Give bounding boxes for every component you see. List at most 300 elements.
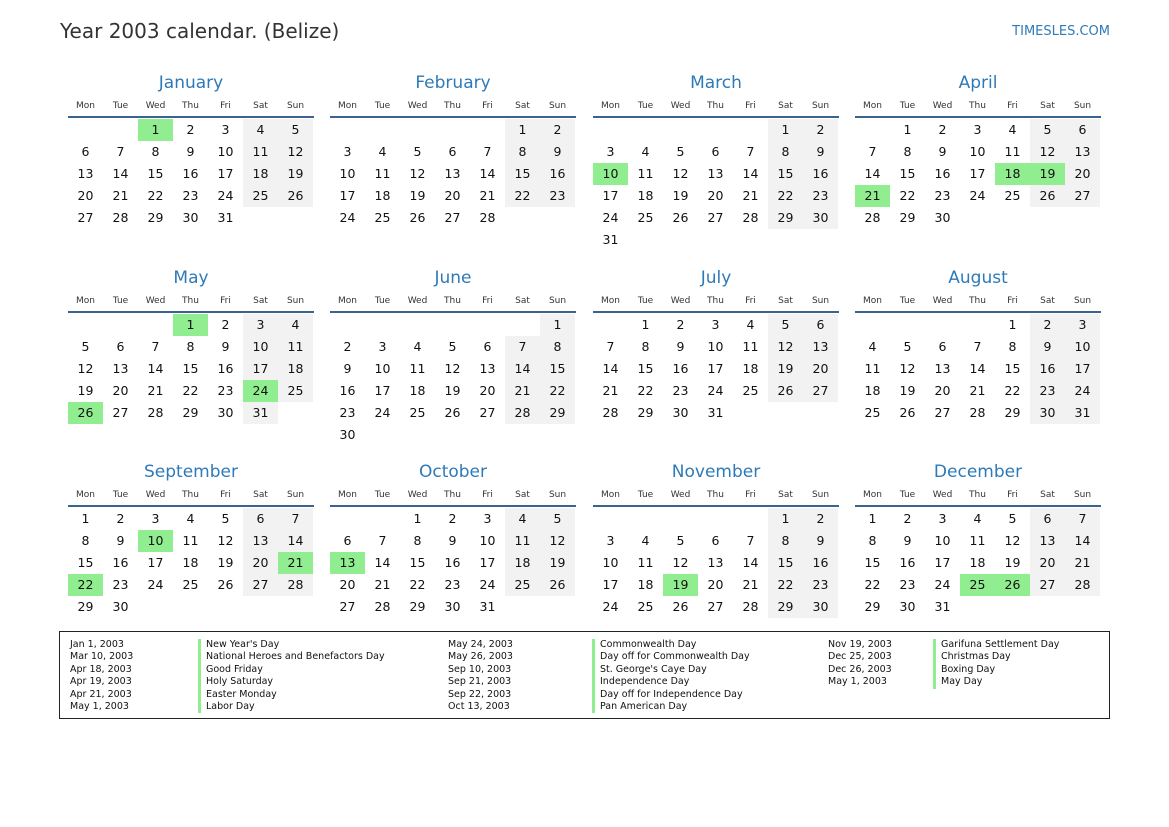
weekday-label: Sat	[1040, 296, 1055, 306]
day-cell: 29	[182, 405, 199, 420]
weekday-label: Tue	[112, 490, 129, 500]
weekday-label: Tue	[899, 296, 916, 306]
day-cell: 13	[707, 555, 724, 570]
weekday-label: Thu	[182, 101, 199, 111]
weekday-header	[593, 296, 839, 310]
day-cell: 22	[899, 188, 916, 203]
day-cell: 26	[899, 405, 916, 420]
weekday-label: Tue	[899, 101, 916, 111]
day-cell: 27	[243, 574, 278, 596]
day-cell: 13	[803, 336, 838, 358]
weekday-header	[68, 101, 314, 115]
day-cell: 1	[868, 511, 877, 526]
day-cell: 28	[147, 405, 164, 420]
day-cell: 17	[374, 383, 391, 398]
day-cell: 21	[969, 383, 986, 398]
day-cell: 30	[803, 207, 838, 229]
weekday-label: Fri	[220, 296, 231, 306]
day-cell: 12	[672, 555, 689, 570]
day-cell: 28	[374, 599, 391, 614]
legend-holiday-name: National Heroes and Benefactors Day	[198, 651, 385, 663]
day-cell: 5	[768, 314, 803, 336]
day-cell: 11	[409, 361, 426, 376]
day-cell: 1	[903, 122, 912, 137]
day-cell: 21	[374, 577, 391, 592]
day-cell: 2	[186, 122, 195, 137]
legend-date: Apr 19, 2003	[70, 676, 132, 688]
day-cell: 28	[864, 210, 881, 225]
day-cell: 16	[112, 555, 129, 570]
day-cell: 22	[409, 577, 426, 592]
day-cell: 26	[409, 210, 426, 225]
weekday-label: Sun	[286, 490, 305, 500]
day-cell: 21	[112, 188, 129, 203]
day-cell: 8	[903, 144, 912, 159]
day-cell: 29	[899, 210, 916, 225]
day-cell: 8	[641, 339, 650, 354]
weekday-header	[330, 101, 576, 115]
day-cell: 11	[742, 339, 759, 354]
day-cell: 28	[112, 210, 129, 225]
weekday-label: Fri	[745, 296, 756, 306]
day-cell: 17	[243, 358, 278, 380]
day-cell: 19	[540, 552, 575, 574]
weekday-label: Sat	[1040, 101, 1055, 111]
day-cell: 20	[707, 577, 724, 592]
day-cell: 23	[217, 383, 234, 398]
day-cell: 27	[479, 405, 496, 420]
day-cell: 7	[746, 144, 755, 159]
day-cell: 18	[278, 358, 313, 380]
day-cell: 28	[742, 599, 759, 614]
legend-holiday-name: Christmas Day	[933, 651, 1059, 663]
day-cell: 3	[221, 122, 230, 137]
day-cell: 13	[1030, 530, 1065, 552]
day-cell: 29	[637, 405, 654, 420]
weekday-label: Sat	[778, 296, 793, 306]
day-cell: 15	[77, 555, 94, 570]
weekday-label: Mon	[338, 101, 357, 111]
day-cell: 31	[707, 405, 724, 420]
weekday-header	[68, 296, 314, 310]
month-divider	[593, 505, 839, 507]
weekday-label: Fri	[745, 490, 756, 500]
day-cell: 2	[448, 511, 457, 526]
day-cell: 21	[1065, 552, 1100, 574]
legend-holiday-name: Commonwealth Day	[592, 639, 750, 651]
day-cell: 18	[505, 552, 540, 574]
month-divider	[855, 311, 1101, 313]
day-cell: 20	[339, 577, 356, 592]
day-cell: 22	[540, 380, 575, 402]
day-cell: 13	[1065, 141, 1100, 163]
legend-date: Mar 10, 2003	[70, 651, 134, 663]
day-cell: 24	[479, 577, 496, 592]
day-grid	[68, 508, 314, 640]
day-cell: 30	[803, 596, 838, 618]
weekday-label: Fri	[220, 490, 231, 500]
day-cell: 13	[479, 361, 496, 376]
day-cell: 16	[339, 383, 356, 398]
day-cell: 12	[278, 141, 313, 163]
day-cell: 14	[112, 166, 129, 181]
day-cell: 26	[672, 210, 689, 225]
weekday-label: Wed	[670, 101, 691, 111]
day-cell: 18	[637, 577, 654, 592]
day-cell: 4	[505, 508, 540, 530]
day-cell: 15	[147, 166, 164, 181]
day-cell: 28	[742, 210, 759, 225]
weekday-label: Thu	[182, 490, 199, 500]
day-cell: 3	[243, 314, 278, 336]
day-cell: 13	[243, 530, 278, 552]
weekday-label: Tue	[637, 490, 654, 500]
day-cell: 24	[217, 188, 234, 203]
day-cell: 6	[711, 533, 720, 548]
day-cell: 29	[540, 402, 575, 424]
day-cell: 7	[505, 336, 540, 358]
weekday-label: Tue	[112, 296, 129, 306]
weekday-label: Mon	[338, 296, 357, 306]
day-cell: 23	[934, 188, 951, 203]
holiday-day-cell: 10	[138, 530, 173, 552]
holiday-day-cell: 26	[995, 574, 1030, 596]
day-cell: 10	[934, 533, 951, 548]
day-cell: 4	[278, 314, 313, 336]
day-cell: 14	[479, 166, 496, 181]
legend-holiday-name: Easter Monday	[198, 689, 385, 701]
day-cell: 28	[278, 574, 313, 596]
weekday-label: Wed	[932, 296, 953, 306]
day-cell: 14	[742, 555, 759, 570]
legend-date: Jan 1, 2003	[70, 639, 124, 650]
day-cell: 18	[182, 555, 199, 570]
day-cell: 17	[479, 555, 496, 570]
day-cell: 3	[606, 533, 615, 548]
day-cell: 5	[1030, 119, 1065, 141]
weekday-label: Tue	[374, 296, 391, 306]
day-grid	[593, 119, 839, 251]
day-cell: 19	[899, 383, 916, 398]
month-divider	[593, 116, 839, 118]
weekday-label: Mon	[863, 101, 882, 111]
day-cell: 8	[81, 533, 90, 548]
weekday-label: Sun	[1073, 296, 1092, 306]
holiday-day-cell: 1	[138, 119, 173, 141]
day-cell: 22	[147, 188, 164, 203]
day-cell: 6	[1030, 508, 1065, 530]
legend-holiday-name: Boxing Day	[933, 664, 1059, 676]
day-cell: 10	[217, 144, 234, 159]
day-cell: 11	[637, 166, 654, 181]
legend-date: May 1, 2003	[70, 700, 129, 712]
weekday-label: Sat	[515, 101, 530, 111]
day-cell: 23	[444, 577, 461, 592]
day-cell: 24	[969, 188, 986, 203]
day-cell: 3	[1065, 314, 1100, 336]
day-cell: 25	[374, 210, 391, 225]
day-cell: 27	[339, 599, 356, 614]
day-cell: 8	[768, 530, 803, 552]
day-cell: 12	[1004, 533, 1021, 548]
weekday-label: Fri	[482, 296, 493, 306]
weekday-label: Sun	[1073, 101, 1092, 111]
day-cell: 13	[77, 166, 94, 181]
month-name: December	[933, 462, 1023, 482]
weekday-label: Sun	[286, 101, 305, 111]
day-cell: 25	[505, 574, 540, 596]
site-link[interactable]: TIMESLES.COM	[1012, 24, 1110, 39]
day-cell: 16	[803, 163, 838, 185]
day-cell: 4	[186, 511, 195, 526]
month-divider	[330, 505, 576, 507]
day-cell: 7	[973, 339, 982, 354]
legend-holiday-name: Independence Day	[592, 676, 750, 688]
page-title: Year 2003 calendar. (Belize)	[60, 19, 340, 43]
month-divider	[855, 505, 1101, 507]
weekday-label: Mon	[76, 296, 95, 306]
weekday-label: Mon	[601, 296, 620, 306]
weekday-label: Sun	[811, 490, 830, 500]
day-cell: 28	[1065, 574, 1100, 596]
weekday-label: Fri	[482, 490, 493, 500]
day-cell: 8	[868, 533, 877, 548]
day-cell: 25	[637, 210, 654, 225]
day-cell: 8	[151, 144, 160, 159]
day-cell: 26	[768, 380, 803, 402]
month-name: September	[144, 462, 238, 482]
day-cell: 17	[217, 166, 234, 181]
day-cell: 15	[768, 163, 803, 185]
day-cell: 4	[243, 119, 278, 141]
day-cell: 15	[409, 555, 426, 570]
holiday-day-cell: 19	[663, 574, 698, 596]
day-cell: 19	[409, 188, 426, 203]
weekday-header	[330, 296, 576, 310]
weekday-label: Sun	[811, 296, 830, 306]
day-cell: 8	[1008, 339, 1017, 354]
day-cell: 27	[444, 210, 461, 225]
day-cell: 9	[1030, 336, 1065, 358]
day-cell: 26	[278, 185, 313, 207]
weekday-label: Wed	[407, 101, 428, 111]
day-cell: 19	[278, 163, 313, 185]
day-cell: 14	[969, 361, 986, 376]
day-cell: 17	[602, 577, 619, 592]
day-cell: 24	[374, 405, 391, 420]
weekday-label: Wed	[145, 296, 166, 306]
day-cell: 30	[182, 210, 199, 225]
weekday-header	[593, 490, 839, 504]
weekday-label: Sun	[548, 490, 567, 500]
day-cell: 9	[903, 533, 912, 548]
day-cell: 15	[899, 166, 916, 181]
weekday-label: Fri	[1007, 296, 1018, 306]
day-cell: 3	[606, 144, 615, 159]
day-cell: 23	[339, 405, 356, 420]
month-divider	[68, 311, 314, 313]
legend-date-column	[828, 639, 892, 689]
day-cell: 27	[112, 405, 129, 420]
legend-date: Sep 21, 2003	[448, 676, 512, 688]
holiday-day-cell: 1	[173, 314, 208, 336]
weekday-header	[855, 296, 1101, 310]
day-cell: 21	[602, 383, 619, 398]
day-cell: 31	[243, 402, 278, 424]
day-cell: 10	[1065, 336, 1100, 358]
weekday-label: Tue	[637, 296, 654, 306]
month-name: June	[434, 268, 472, 288]
day-cell: 11	[1004, 144, 1021, 159]
day-grid	[855, 508, 1101, 640]
day-grid	[330, 119, 576, 251]
holiday-day-cell: 18	[995, 163, 1030, 185]
day-cell: 3	[151, 511, 160, 526]
legend-holiday-name: New Year's Day	[198, 639, 385, 651]
day-cell: 16	[182, 166, 199, 181]
day-cell: 30	[339, 427, 356, 442]
day-cell: 31	[602, 232, 619, 247]
day-cell: 20	[707, 188, 724, 203]
day-cell: 20	[934, 383, 951, 398]
legend-name-column	[592, 639, 750, 713]
day-cell: 17	[707, 361, 724, 376]
day-cell: 5	[278, 119, 313, 141]
day-cell: 29	[147, 210, 164, 225]
legend-date-column	[70, 639, 133, 713]
weekday-label: Wed	[145, 490, 166, 500]
day-cell: 12	[409, 166, 426, 181]
weekday-label: Mon	[601, 490, 620, 500]
day-cell: 3	[938, 511, 947, 526]
day-cell: 2	[903, 511, 912, 526]
day-cell: 12	[217, 533, 234, 548]
day-cell: 7	[278, 508, 313, 530]
weekday-label: Wed	[670, 490, 691, 500]
day-cell: 18	[742, 361, 759, 376]
legend-name-column	[933, 639, 1059, 689]
day-cell: 23	[1030, 380, 1065, 402]
day-cell: 6	[81, 144, 90, 159]
day-cell: 6	[803, 314, 838, 336]
day-cell: 18	[243, 163, 278, 185]
day-grid	[855, 119, 1101, 251]
day-cell: 27	[1030, 574, 1065, 596]
day-cell: 5	[221, 511, 230, 526]
day-cell: 13	[444, 166, 461, 181]
day-cell: 2	[221, 317, 230, 332]
legend-date: Sep 10, 2003	[448, 663, 512, 675]
holiday-day-cell: 22	[68, 574, 103, 596]
day-grid	[330, 314, 576, 446]
day-cell: 18	[374, 188, 391, 203]
legend-date-column	[448, 639, 513, 713]
legend-holiday-name: Holy Saturday	[198, 676, 385, 688]
day-cell: 28	[479, 210, 496, 225]
weekday-label: Sun	[1073, 490, 1092, 500]
day-cell: 20	[479, 383, 496, 398]
legend-date: Dec 26, 2003	[828, 663, 892, 675]
weekday-label: Sat	[778, 490, 793, 500]
month-divider	[330, 311, 576, 313]
day-cell: 27	[707, 210, 724, 225]
weekday-label: Thu	[707, 296, 724, 306]
day-cell: 6	[711, 144, 720, 159]
day-cell: 19	[672, 188, 689, 203]
weekday-label: Mon	[76, 490, 95, 500]
day-cell: 29	[1004, 405, 1021, 420]
day-cell: 23	[672, 383, 689, 398]
day-cell: 13	[112, 361, 129, 376]
weekday-label: Sat	[253, 490, 268, 500]
day-cell: 20	[77, 188, 94, 203]
day-cell: 12	[1030, 141, 1065, 163]
day-cell: 7	[606, 339, 615, 354]
month-divider	[68, 116, 314, 118]
month-name: February	[415, 73, 491, 93]
day-cell: 19	[217, 555, 234, 570]
weekday-label: Fri	[482, 101, 493, 111]
day-cell: 5	[81, 339, 90, 354]
day-cell: 27	[803, 380, 838, 402]
day-cell: 3	[378, 339, 387, 354]
weekday-label: Thu	[444, 490, 461, 500]
day-cell: 2	[803, 119, 838, 141]
day-cell: 15	[182, 361, 199, 376]
day-cell: 17	[934, 555, 951, 570]
day-cell: 16	[444, 555, 461, 570]
weekday-label: Mon	[863, 490, 882, 500]
day-cell: 2	[938, 122, 947, 137]
day-cell: 24	[147, 577, 164, 592]
day-cell: 22	[1004, 383, 1021, 398]
day-cell: 26	[217, 577, 234, 592]
day-cell: 25	[864, 405, 881, 420]
day-cell: 14	[1065, 530, 1100, 552]
day-cell: 11	[278, 336, 313, 358]
day-cell: 18	[637, 188, 654, 203]
day-cell: 7	[1065, 508, 1100, 530]
day-cell: 11	[505, 530, 540, 552]
weekday-label: Fri	[220, 101, 231, 111]
day-cell: 27	[77, 210, 94, 225]
holiday-legend	[59, 631, 1110, 719]
day-cell: 20	[243, 552, 278, 574]
day-cell: 30	[1030, 402, 1065, 424]
legend-date: May 24, 2003	[448, 639, 513, 650]
day-cell: 7	[868, 144, 877, 159]
day-cell: 30	[444, 599, 461, 614]
day-cell: 26	[1030, 185, 1065, 207]
day-cell: 20	[112, 383, 129, 398]
holiday-day-cell: 21	[855, 185, 890, 207]
day-cell: 6	[938, 339, 947, 354]
day-cell: 24	[1065, 380, 1100, 402]
day-cell: 30	[899, 599, 916, 614]
weekday-label: Mon	[601, 101, 620, 111]
day-cell: 31	[1065, 402, 1100, 424]
day-cell: 25	[637, 599, 654, 614]
day-cell: 28	[969, 405, 986, 420]
day-cell: 16	[803, 552, 838, 574]
weekday-label: Sat	[253, 296, 268, 306]
weekday-label: Mon	[863, 296, 882, 306]
day-cell: 20	[803, 358, 838, 380]
weekday-label: Wed	[407, 490, 428, 500]
day-cell: 23	[540, 185, 575, 207]
weekday-header	[593, 101, 839, 115]
weekday-label: Thu	[969, 296, 986, 306]
